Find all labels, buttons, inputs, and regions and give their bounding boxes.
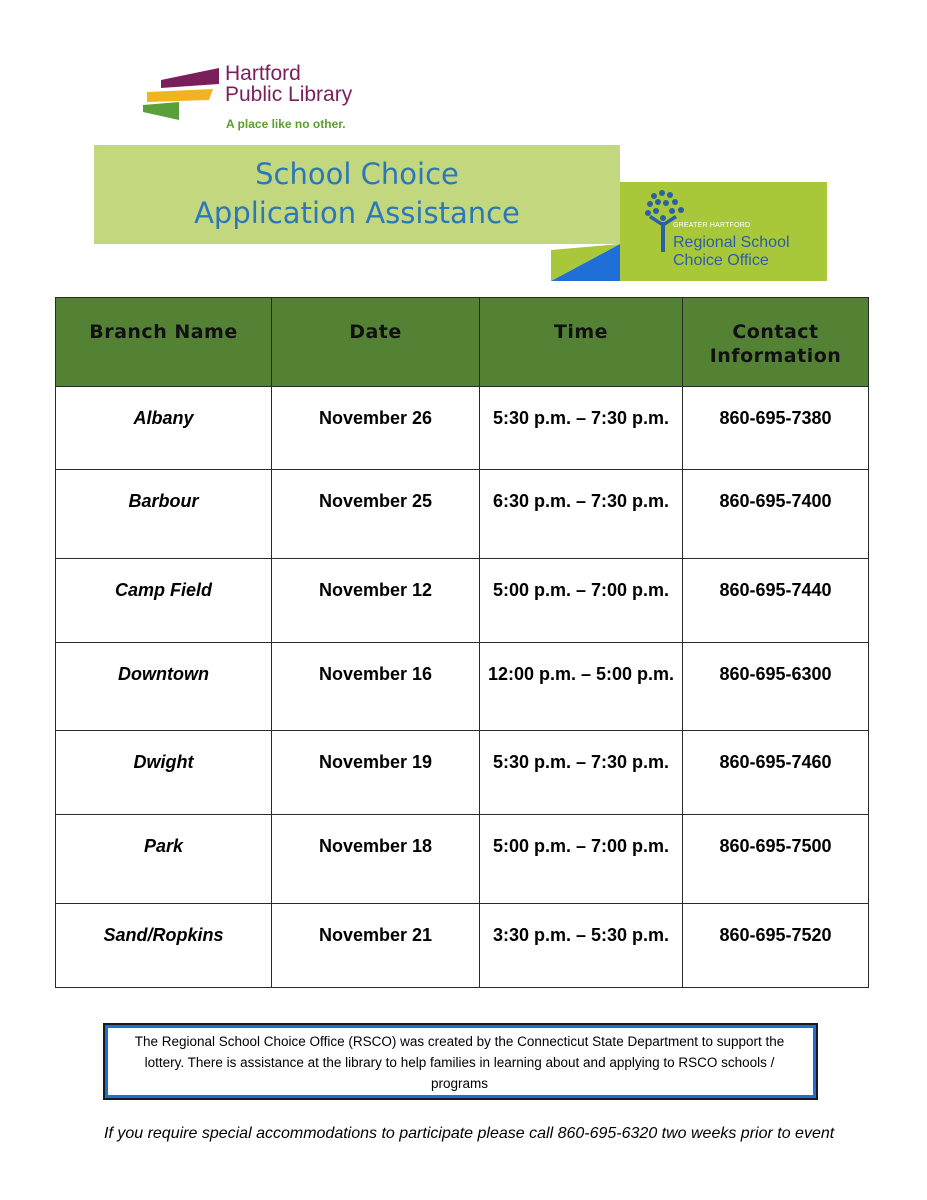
header-contact-information: Contact Information: [683, 298, 869, 387]
table-row: [56, 731, 869, 815]
cell-branch: Park: [56, 815, 272, 904]
cell-branch: Camp Field: [56, 559, 272, 643]
header-time: Time: [480, 298, 683, 387]
cell-date: November 16: [272, 643, 480, 731]
cell-time: 5:30 p.m. – 7:30 p.m.: [480, 731, 683, 815]
table-header-row: [56, 298, 869, 387]
cell-branch: Dwight: [56, 731, 272, 815]
rsco-note-text: The Regional School Choice Office (RSCO) was created by the Connecticut State Department to support the lottery. There is assistance at the library to help families in learning about and applying to RSCO schools / programs: [134, 1034, 785, 1091]
cell-contact: 860-695-7460: [683, 731, 869, 815]
cell-contact: 860-695-7380: [683, 387, 869, 470]
cell-time: 12:00 p.m. – 5:00 p.m.: [480, 643, 683, 731]
page-title: School Choice Application Assistance: [194, 157, 520, 230]
library-tagline: A place like no other.: [226, 117, 346, 131]
cell-time: 5:00 p.m. – 7:00 p.m.: [480, 559, 683, 643]
header-date: Date: [272, 298, 480, 387]
cell-date: November 12: [272, 559, 480, 643]
rsco-name: Regional School Choice Office: [673, 234, 790, 269]
cell-date: November 25: [272, 470, 480, 559]
table-row: [56, 470, 869, 559]
library-name: Hartford Public Library: [225, 62, 353, 106]
cell-date: November 26: [272, 387, 480, 470]
cell-contact: 860-695-7400: [683, 470, 869, 559]
cell-time: 5:00 p.m. – 7:00 p.m.: [480, 815, 683, 904]
rsco-small-label: GREATER HARTFORD: [673, 222, 751, 229]
schedule-table: [55, 297, 869, 988]
cell-contact: 860-695-7520: [683, 904, 869, 988]
table-row: [56, 815, 869, 904]
cell-branch: Downtown: [56, 643, 272, 731]
table-row: [56, 559, 869, 643]
cell-branch: Barbour: [56, 470, 272, 559]
cell-contact: 860-695-6300: [683, 643, 869, 731]
cell-contact: 860-695-7440: [683, 559, 869, 643]
table-row: [56, 904, 869, 988]
table-row: [56, 643, 869, 731]
header-branch-name: Branch Name: [56, 298, 272, 387]
cell-date: November 19: [272, 731, 480, 815]
cell-time: 6:30 p.m. – 7:30 p.m.: [480, 470, 683, 559]
cell-date: November 18: [272, 815, 480, 904]
cell-time: 3:30 p.m. – 5:30 p.m.: [480, 904, 683, 988]
accommodations-notice: If you require special accommodations to participate please call 860-695-6320 two weeks prior to event: [104, 1125, 835, 1142]
cell-date: November 21: [272, 904, 480, 988]
cell-branch: Albany: [56, 387, 272, 470]
table-row: [56, 387, 869, 470]
cell-time: 5:30 p.m. – 7:30 p.m.: [480, 387, 683, 470]
cell-contact: 860-695-7500: [683, 815, 869, 904]
cell-branch: Sand/Ropkins: [56, 904, 272, 988]
